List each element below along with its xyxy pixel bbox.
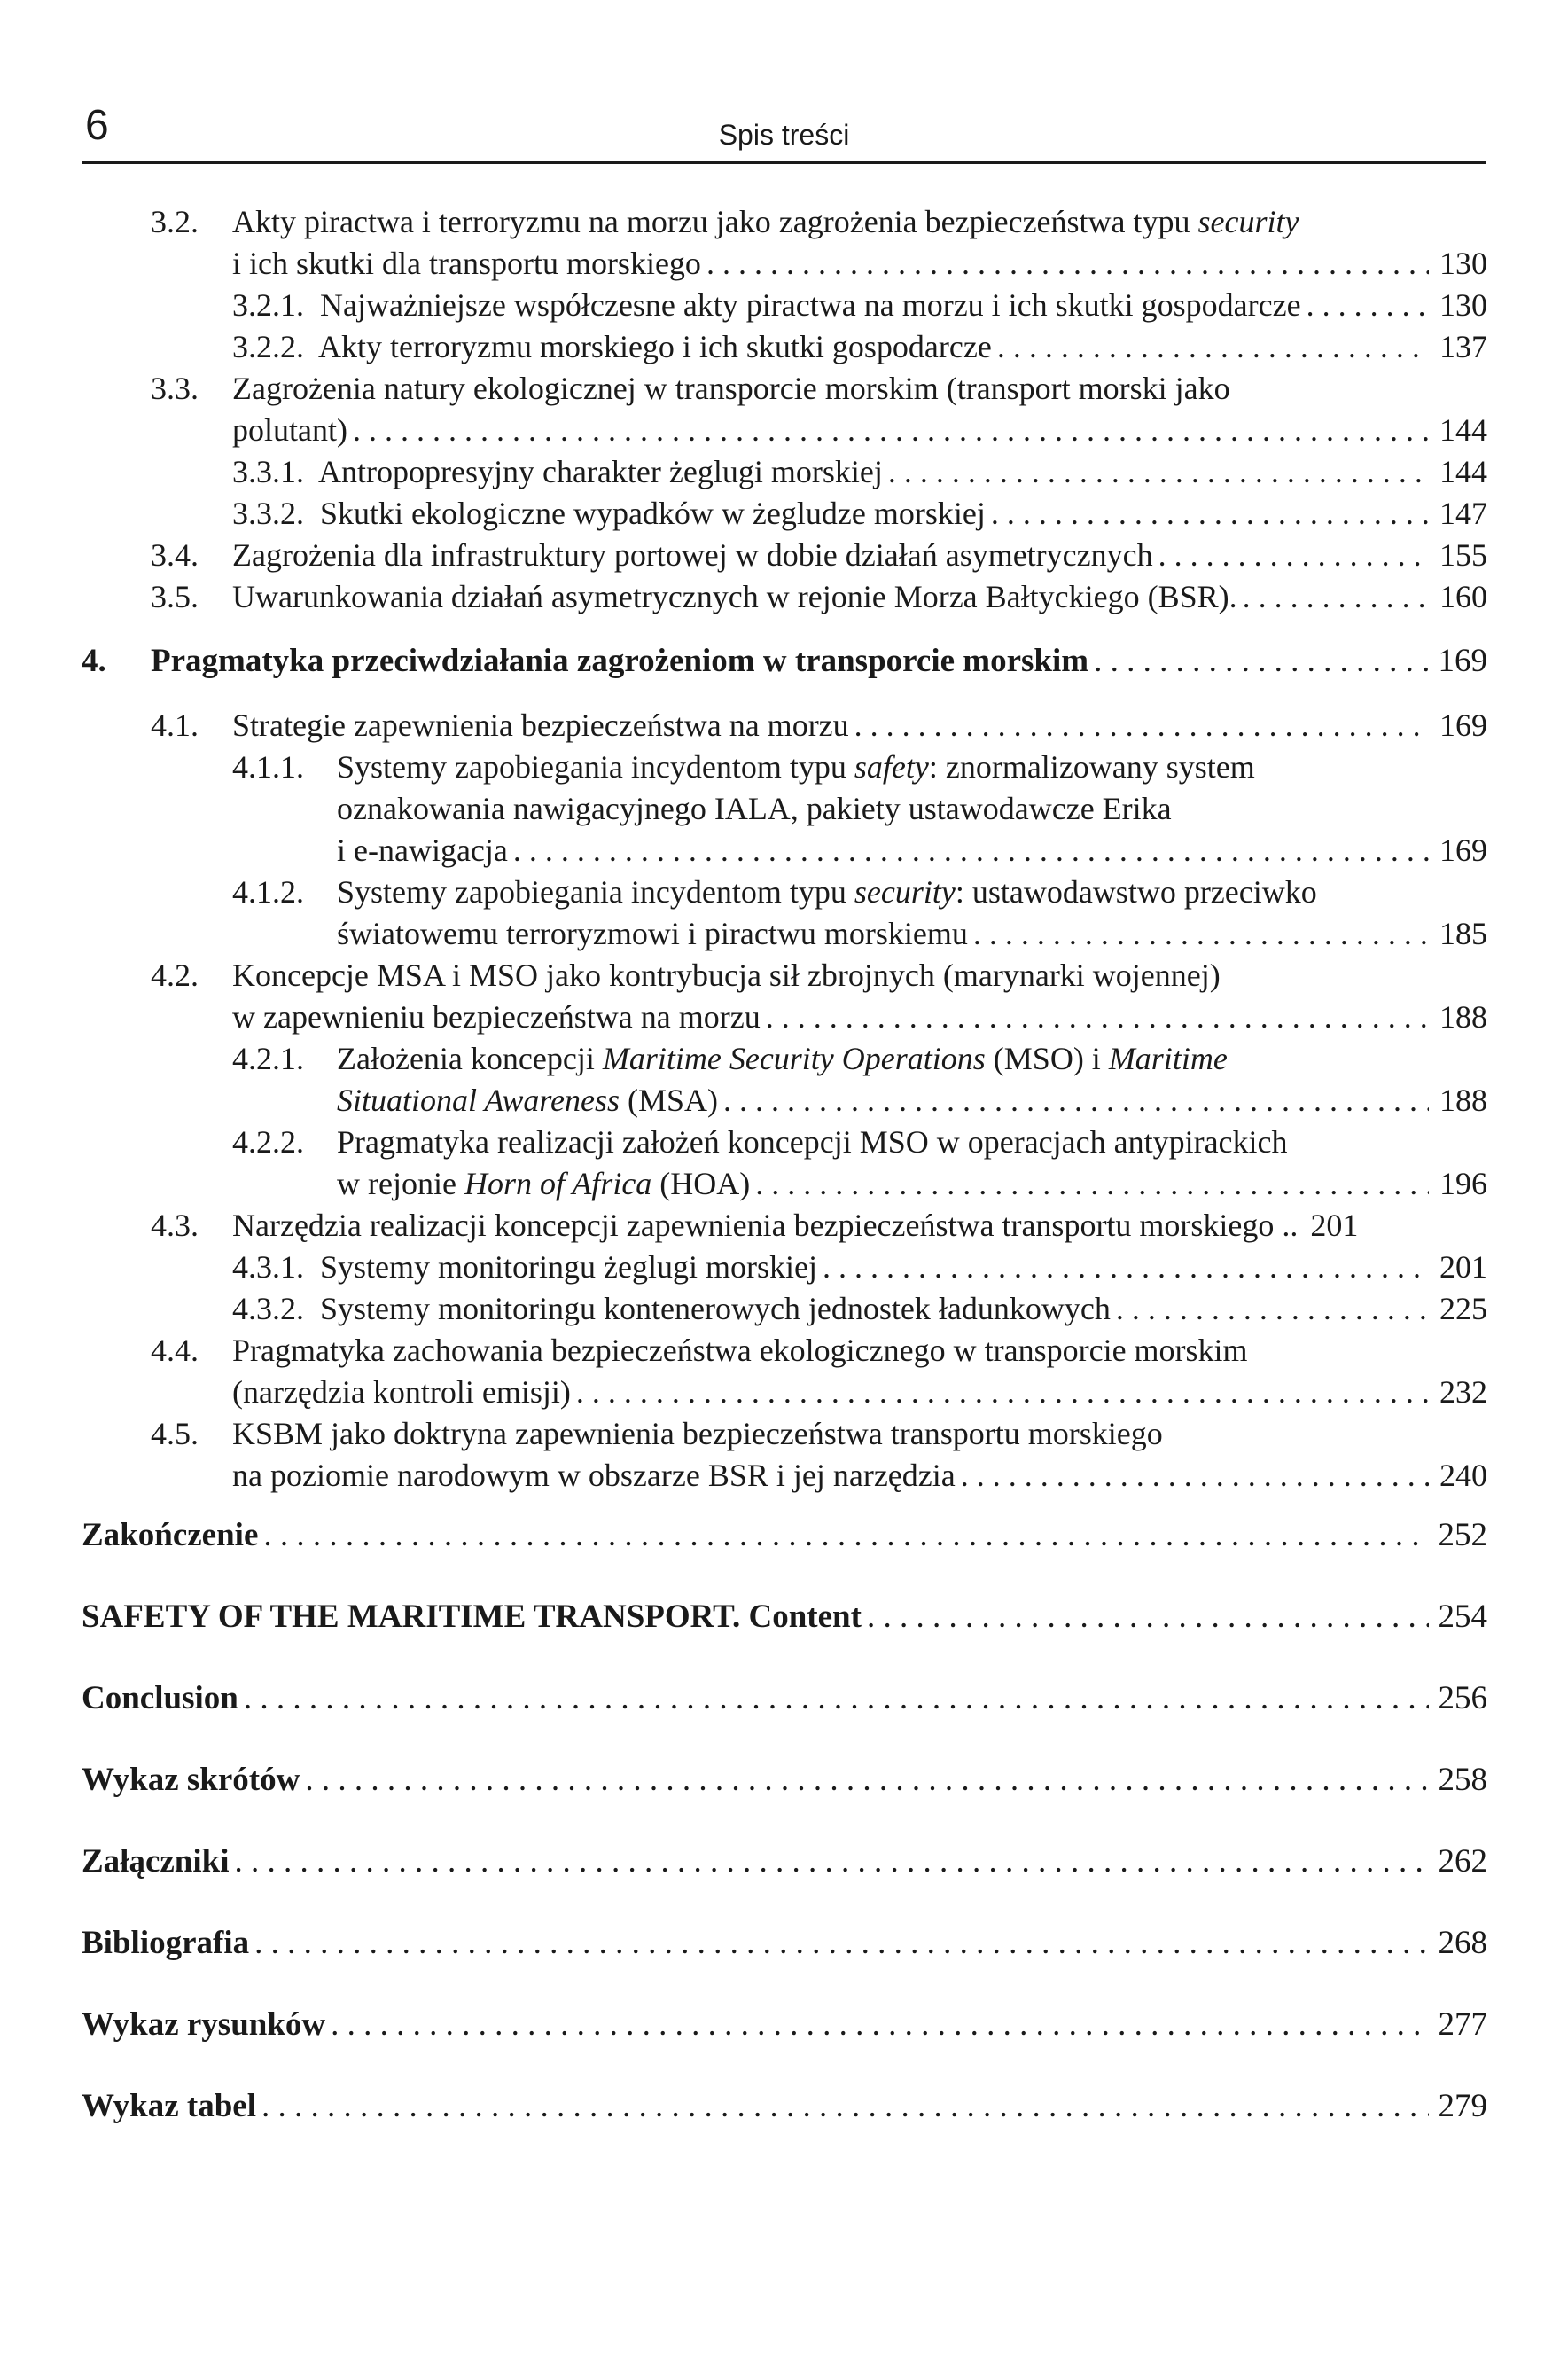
toc-entry[interactable]: 3.2.1. Najważniejsze współczesne akty piractwa na morzu i ich skutki gospodarcze . . . 130 bbox=[232, 285, 1487, 324]
toc-chapter[interactable]: Pragmatyka przeciwdziałania zagrożeniom w transporcie morskim . . . 169 bbox=[151, 642, 1487, 681]
toc-page: 169 bbox=[1439, 833, 1487, 868]
toc-entry[interactable]: i e-nawigacja . . . 169 bbox=[337, 831, 1487, 870]
toc-page: 252 bbox=[1438, 1517, 1487, 1553]
toc-number: 4.3. bbox=[151, 1208, 199, 1243]
toc-entry[interactable]: Narzędzia realizacji koncepcji zapewnienia bezpieczeństwa transportu morskiego .. 201 bbox=[232, 1208, 1359, 1243]
toc-page: 258 bbox=[1438, 1762, 1487, 1798]
toc-entry-text: KSBM jako doktryna zapewnienia bezpieczeństwa transportu morskiego bbox=[232, 1416, 1163, 1451]
toc-entry[interactable]: 3.3.2. Skutki ekologiczne wypadków w żegludze morskiej . . . 147 bbox=[232, 494, 1487, 533]
toc-page: 160 bbox=[1439, 579, 1487, 614]
toc-entry-text: Założenia koncepcji Maritime Security Operations (MSO) i Maritime bbox=[337, 1041, 1228, 1076]
toc-page: 169 bbox=[1438, 643, 1487, 679]
toc-page: 225 bbox=[1439, 1291, 1487, 1326]
toc-page: 130 bbox=[1439, 287, 1487, 323]
toc-page: 240 bbox=[1439, 1458, 1487, 1493]
toc-page: 279 bbox=[1438, 2088, 1487, 2124]
toc-entry-text: oznakowania nawigacyjnego IALA, pakiety ustawodawcze Erika bbox=[337, 791, 1172, 826]
toc-number: 3.3. bbox=[151, 371, 199, 406]
toc-page: 188 bbox=[1439, 1083, 1487, 1118]
toc-entry[interactable]: Situational Awareness (MSA) . . . 188 bbox=[337, 1081, 1487, 1120]
toc-page: 155 bbox=[1439, 537, 1487, 573]
toc-page: 268 bbox=[1438, 1925, 1487, 1961]
toc-number: 4. bbox=[82, 643, 106, 679]
toc-page: 130 bbox=[1439, 246, 1487, 281]
toc-chapter[interactable]: Bibliografia . . . 268 bbox=[82, 1924, 1487, 1963]
running-title: Spis treści bbox=[718, 119, 850, 151]
toc-number: 4.5. bbox=[151, 1416, 199, 1451]
toc-entry[interactable]: Strategie zapewnienia bezpieczeństwa na morzu . . . 169 bbox=[232, 706, 1487, 745]
toc-chapter[interactable]: Wykaz tabel . . . 279 bbox=[82, 2087, 1487, 2126]
toc-entry-text: Systemy zapobiegania incydentom typu safety: znormalizowany system bbox=[337, 749, 1255, 785]
toc-entry[interactable]: na poziomie narodowym w obszarze BSR i jej narzędzia . . . 240 bbox=[232, 1456, 1487, 1495]
toc-entry-text: Systemy zapobiegania incydentom typu security: ustawodawstwo przeciwko bbox=[337, 874, 1317, 910]
toc-number: 4.4. bbox=[151, 1333, 199, 1368]
toc-entry[interactable]: polutant) . . . 144 bbox=[232, 410, 1487, 449]
toc-number: 4.2.2. bbox=[232, 1124, 304, 1160]
toc-number: 3.2. bbox=[151, 204, 199, 239]
toc-page: 256 bbox=[1438, 1680, 1487, 1716]
toc-number: 3.4. bbox=[151, 537, 199, 573]
toc-page: 254 bbox=[1438, 1599, 1487, 1635]
toc-entry-text: Pragmatyka realizacji założeń koncepcji MSO w operacjach antypirackich bbox=[337, 1124, 1288, 1160]
toc-entry[interactable]: Uwarunkowania działań asymetrycznych w rejonie Morza Bałtyckiego (BSR). . . . 160 bbox=[232, 577, 1487, 616]
toc-entry[interactable]: w zapewnieniu bezpieczeństwa na morzu . . . 188 bbox=[232, 997, 1487, 1036]
toc-page: 144 bbox=[1439, 454, 1487, 489]
toc-entry[interactable]: światowemu terroryzmowi i piractwu morskiemu . . . 185 bbox=[337, 914, 1487, 953]
toc-number: 4.1.2. bbox=[232, 874, 304, 910]
toc-chapter[interactable]: Wykaz rysunków . . . 277 bbox=[82, 2005, 1487, 2044]
toc-number: 4.2. bbox=[151, 958, 199, 993]
toc-page: 262 bbox=[1438, 1843, 1487, 1880]
toc-page: 147 bbox=[1439, 496, 1487, 531]
toc-page: 169 bbox=[1439, 707, 1487, 743]
toc-page: 277 bbox=[1438, 2006, 1487, 2043]
toc-chapter[interactable]: Zakończenie . . . 252 bbox=[82, 1516, 1487, 1555]
toc-entry-text: Akty piractwa i terroryzmu na morzu jako zagrożenia bezpieczeństwa typu security bbox=[232, 204, 1299, 239]
toc-entry-text: Zagrożenia natury ekologicznej w transporcie morskim (transport morski jako bbox=[232, 371, 1230, 406]
toc-chapter[interactable]: Wykaz skrótów . . . 258 bbox=[82, 1761, 1487, 1800]
toc-number: 4.1. bbox=[151, 707, 199, 743]
toc-page: 201 bbox=[1310, 1208, 1359, 1243]
toc-number: 3.5. bbox=[151, 579, 199, 614]
toc-chapter[interactable]: SAFETY OF THE MARITIME TRANSPORT. Content . . . 254 bbox=[82, 1598, 1487, 1637]
toc-chapter[interactable]: Conclusion . . . 256 bbox=[82, 1679, 1487, 1718]
toc-entry[interactable]: (narzędzia kontroli emisji) . . . 232 bbox=[232, 1372, 1487, 1411]
toc-page: 232 bbox=[1439, 1374, 1487, 1410]
toc-entry[interactable]: 4.3.1. Systemy monitoringu żeglugi morskiej . . . 201 bbox=[232, 1247, 1487, 1286]
toc-page: 196 bbox=[1439, 1166, 1487, 1201]
toc-entry[interactable]: i ich skutki dla transportu morskiego . . . 130 bbox=[232, 244, 1487, 283]
toc-entry[interactable]: w rejonie Horn of Africa (HOA) . . . 196 bbox=[337, 1164, 1487, 1203]
toc-entry[interactable]: 3.3.1. Antropopresyjny charakter żeglugi morskiej . . . 144 bbox=[232, 452, 1487, 491]
toc-page: 144 bbox=[1439, 412, 1487, 448]
toc-entry-text: Koncepcje MSA i MSO jako kontrybucja sił zbrojnych (marynarki wojennej) bbox=[232, 958, 1221, 993]
toc-entry-text: Pragmatyka zachowania bezpieczeństwa ekologicznego w transporcie morskim bbox=[232, 1333, 1248, 1368]
toc-number: 4.1.1. bbox=[232, 749, 304, 785]
toc-page: 137 bbox=[1439, 329, 1487, 364]
page-number: 6 bbox=[85, 102, 109, 149]
toc-entry[interactable]: Zagrożenia dla infrastruktury portowej w dobie działań asymetrycznych . . . 155 bbox=[232, 535, 1487, 575]
toc-page: 188 bbox=[1439, 999, 1487, 1035]
toc-entry[interactable]: 3.2.2. Akty terroryzmu morskiego i ich skutki gospodarcze . . . 137 bbox=[232, 327, 1487, 366]
toc-page: 201 bbox=[1439, 1249, 1487, 1285]
toc-chapter[interactable]: Załączniki . . . 262 bbox=[82, 1842, 1487, 1881]
toc-page: 185 bbox=[1439, 916, 1487, 951]
toc-number: 4.2.1. bbox=[232, 1041, 304, 1076]
toc-entry[interactable]: 4.3.2. Systemy monitoringu kontenerowych jednostek ładunkowych . . . 225 bbox=[232, 1289, 1487, 1328]
